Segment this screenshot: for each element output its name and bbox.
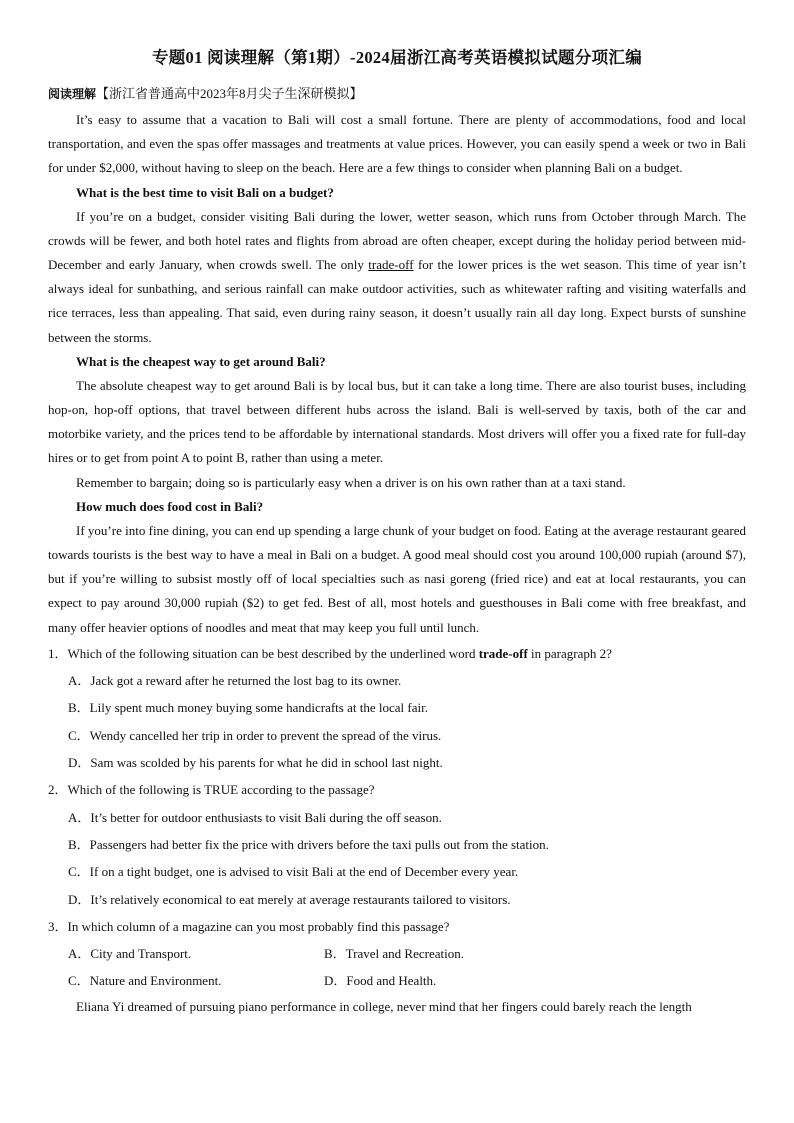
question-1-bold-word: trade-off bbox=[478, 645, 528, 661]
question-2 bbox=[48, 776, 746, 912]
question-3-option-d[interactable]: D．Food and Health. bbox=[324, 973, 437, 989]
subheading-cheapest-way: What is the cheapest way to get around Bali? bbox=[76, 353, 326, 369]
section-header bbox=[48, 84, 746, 104]
subheading-best-time: What is the best time to visit Bali on a budget? bbox=[76, 184, 334, 200]
passage-paragraph-5: If you’re into fine dining, you can end up spending a large chunk of your budget on food. Eating at the average restaurant geared towards tourists is the best way to have a meal in Bali on a budget. A good meal should cost you around 100,000 rupiah (around $7), but if you’re willing to subsist mostly off of local specialties such as nasi goreng (fried rice) and eat at local restaurants, you can expect to pay around 30,000 rupiah ($2) to get fed. Best of all, most hotels and guesthouses in Bali come with free breakfast, and many offer heavier options of noodles and meat that may keep you full until lunch. bbox=[48, 522, 746, 635]
question-3-option-a[interactable]: A．City and Transport. bbox=[68, 946, 192, 962]
question-3-option-c[interactable]: C．Nature and Environment. bbox=[68, 973, 222, 989]
passage-paragraph-4: Remember to bargain; doing so is particularly easy when a driver is on his own rather than at a taxi stand. bbox=[76, 474, 626, 490]
question-3-option-b[interactable]: B．Travel and Recreation. bbox=[324, 946, 464, 962]
question-1-option-a[interactable]: A．Jack got a reward after he returned the lost bag to its owner. bbox=[68, 673, 402, 689]
question-1-stem bbox=[48, 640, 746, 667]
document-page bbox=[48, 46, 746, 1019]
question-2-option-b[interactable]: B．Passengers had better fix the price with drivers before the taxi pulls out from the station. bbox=[68, 836, 549, 852]
next-passage-first-line: Eliana Yi dreamed of pursuing piano performance in college, never mind that her fingers could barely reach the length bbox=[76, 998, 692, 1014]
question-2-option-c[interactable]: C．If on a tight budget, one is advised to visit Bali at the end of December every year. bbox=[68, 864, 519, 880]
question-3 bbox=[48, 913, 746, 995]
paragraph-2-part-b: for the lower prices is the wet season. This time of year isn’t always ideal for sunbathing, and serious rainfall can make outdoor activities, such as whitewater rafting and visiting waterfalls and rice terraces, less than appealing. That said, even during rainy season, it doesn’t usually rain all day long. Expect bursts of sunshine between the storms. bbox=[48, 257, 747, 345]
section-source: 【浙江省普通高中2023年8月尖子生深研模拟】 bbox=[96, 86, 363, 101]
section-label: 阅读理解 bbox=[48, 87, 97, 101]
passage-paragraph-2 bbox=[48, 205, 746, 350]
question-1-option-b[interactable]: B．Lily spent much money buying some handicrafts at the local fair. bbox=[68, 700, 428, 716]
underlined-word-trade-off: trade-off bbox=[368, 257, 414, 273]
question-1-option-c[interactable]: C．Wendy cancelled her trip in order to prevent the spread of the virus. bbox=[68, 727, 442, 743]
page-title: 专题01 阅读理解（第1期）-2024届浙江高考英语模拟试题分项汇编 bbox=[151, 48, 643, 67]
question-1-text-b: in paragraph 2? bbox=[527, 645, 612, 661]
passage-paragraph-3: The absolute cheapest way to get around Bali is by local bus, but it can take a long time. There are also tourist buses, including hop-on, hop-off options, that travel between different hubs across the island. Bali is well-served by taxis, both of the car and motorbike variety, and the prices tend to be affordable by international standards. Most drivers will offer you a fixed rate for full-day hires or to get from point A to point B, rather than using a meter. bbox=[48, 377, 746, 466]
question-1 bbox=[48, 640, 746, 776]
passage-paragraph-1: It’s easy to assume that a vacation to Bali will cost a small fortune. There are plenty of accommodations, food and local transportation, and even the spas offer massages and treatments at value prices. However, you can easily spend a week or two in Bali for under $2,000, without having to sleep on the beach. Here are a few things to consider when planning Bali on a budget. bbox=[48, 112, 746, 176]
paragraph-2-part-a: If you’re on a budget, consider visiting Bali during the lower, wetter season, which runs from October through March. The crowds will be fewer, and both hotel rates and flights from abroad are often cheaper, except during the holiday period between mid-December and early January, when crowds swell. The only bbox=[48, 208, 746, 273]
question-2-stem: 2．Which of the following is TRUE according to the passage? bbox=[48, 782, 375, 798]
subheading-food-cost: How much does food cost in Bali? bbox=[76, 498, 264, 514]
question-3-stem: 3．In which column of a magazine can you most probably find this passage? bbox=[48, 918, 450, 934]
question-3-options-row-1 bbox=[48, 940, 746, 967]
question-3-options-row-2 bbox=[48, 967, 746, 994]
question-2-option-d[interactable]: D．It’s relatively economical to eat merely at average restaurants tailored to visitors. bbox=[68, 891, 511, 907]
question-1-text-a: 1．Which of the following situation can be best described by the underlined word bbox=[48, 645, 479, 661]
question-1-option-d[interactable]: D．Sam was scolded by his parents for what he did in school last night. bbox=[68, 755, 443, 771]
question-2-option-a[interactable]: A．It’s better for outdoor enthusiasts to visit Bali during the off season. bbox=[68, 809, 442, 825]
